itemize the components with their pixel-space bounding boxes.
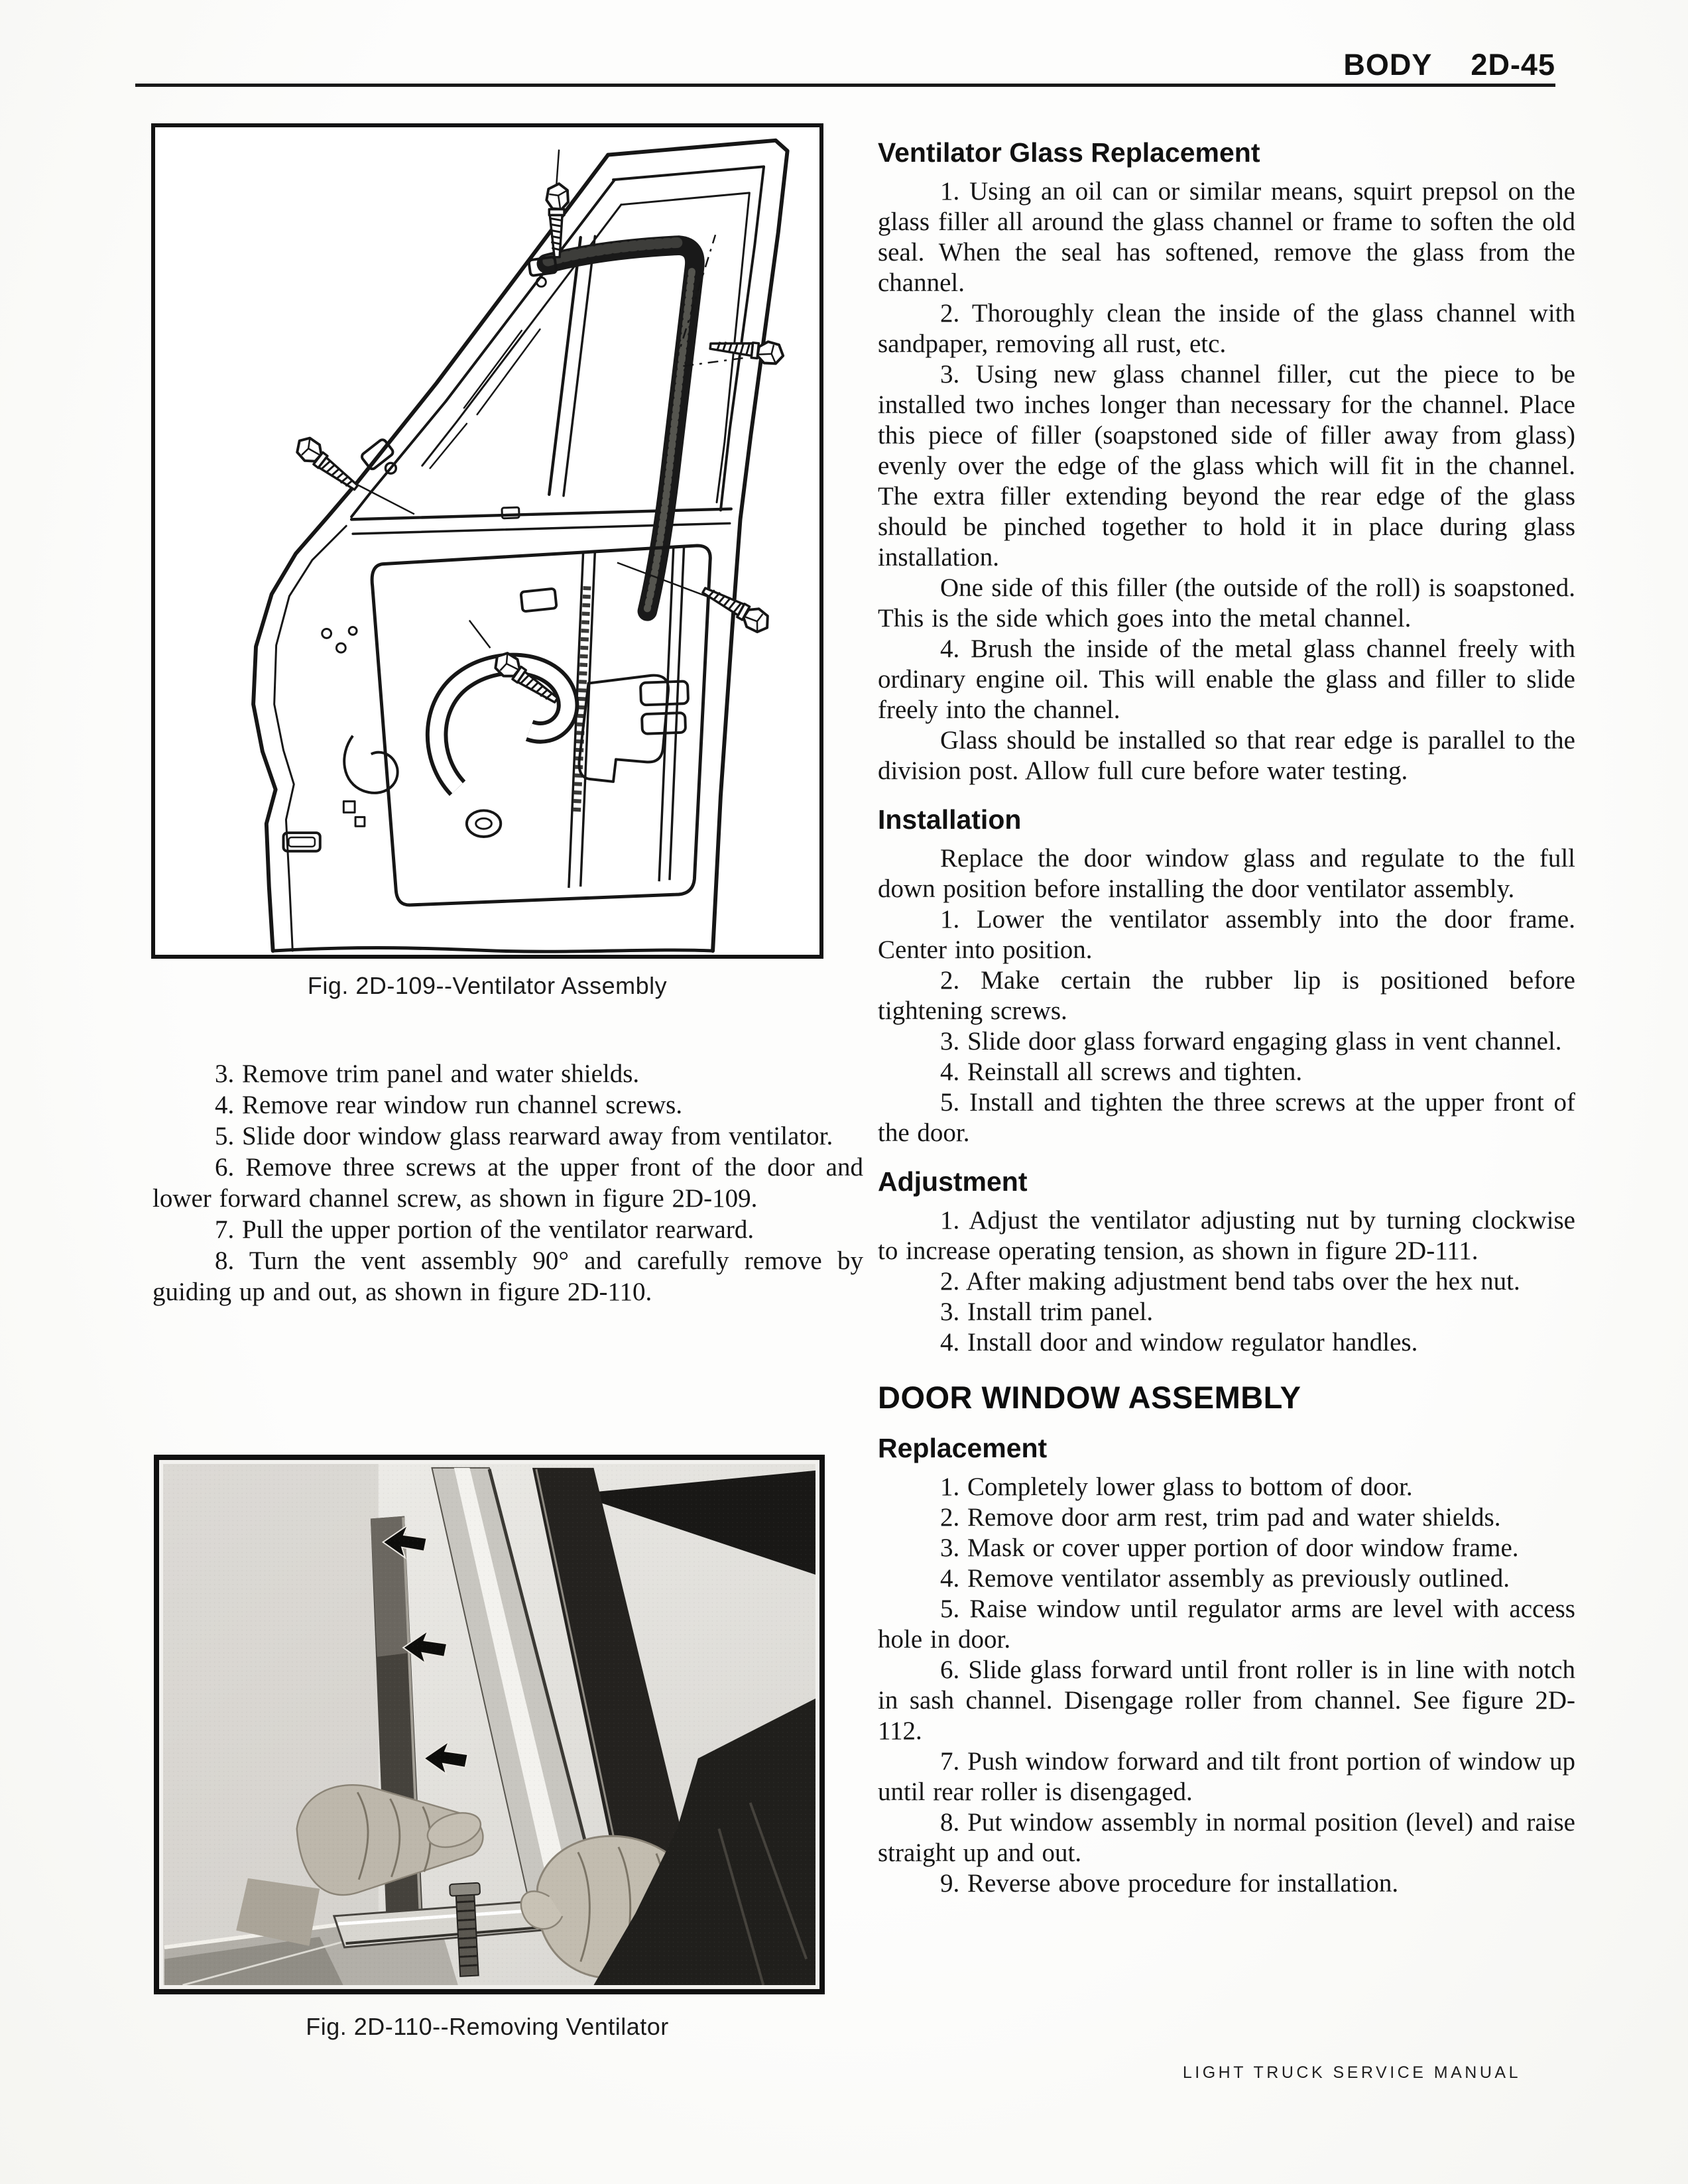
- body-paragraph: 5. Raise window until regulator arms are level with access hole in door.: [878, 1595, 1575, 1654]
- section-heading-ventilator-glass-replacement: Ventilator Glass Replacement: [878, 137, 1260, 168]
- body-paragraph: 6. Slide glass forward until front roller is in line with notch in sash channel. Disengage roller from channel. See figure 2D-112.: [878, 1656, 1575, 1745]
- header-page-number: 2D-45: [1471, 48, 1555, 82]
- section-heading-adjustment: Adjustment: [878, 1166, 1028, 1197]
- ventilator-assembly-illustration: [155, 127, 819, 955]
- figure-2d-109-caption: Fig. 2D-109--Ventilator Assembly: [307, 972, 668, 999]
- step-paragraph: 4. Remove rear window run channel screws.: [215, 1091, 683, 1119]
- figure-2d-109-box: [151, 123, 823, 959]
- body-paragraph: 2. Thoroughly clean the inside of the glass channel with sandpaper, removing all rust, etc.: [878, 299, 1575, 358]
- body-paragraph: 9. Reverse above procedure for installation.: [940, 1869, 1399, 1898]
- step-paragraph: 8. Turn the vent assembly 90° and carefully remove by guiding up and out, as shown in figure 2D-110.: [152, 1246, 863, 1306]
- body-paragraph: 5. Install and tighten the three screws at the upper front of the door.: [878, 1088, 1575, 1147]
- section-heading-door-window-assembly: DOOR WINDOW ASSEMBLY: [878, 1380, 1301, 1415]
- body-paragraph: 8. Put window assembly in normal position (level) and raise straight up and out.: [878, 1808, 1575, 1867]
- photo-grain: [163, 1464, 815, 1985]
- body-paragraph: 1. Lower the ventilator assembly into the door frame. Center into position.: [878, 905, 1575, 964]
- footer-manual-name: LIGHT TRUCK SERVICE MANUAL: [1182, 2063, 1521, 2082]
- body-paragraph: 4. Remove ventilator assembly as previously outlined.: [940, 1564, 1510, 1593]
- body-paragraph: 3. Install trim panel.: [940, 1298, 1154, 1326]
- body-paragraph: 2. Make certain the rubber lip is positioned before tightening screws.: [878, 966, 1575, 1025]
- body-paragraph: 4. Install door and window regulator handles.: [940, 1328, 1418, 1357]
- figure-2d-110-box: [154, 1455, 825, 1994]
- body-paragraph: One side of this filler (the outside of the roll) is soapstoned. This is the side which goes into the metal channel.: [878, 574, 1575, 633]
- body-paragraph: 1. Using an oil can or similar means, squirt prepsol on the glass filler all around the glass channel or frame to soften the old seal. When the seal has softened, remove the glass from the channel.: [878, 177, 1575, 297]
- header-rule: [135, 84, 1555, 87]
- body-paragraph: 3. Slide door glass forward engaging glass in vent channel.: [940, 1027, 1562, 1056]
- body-paragraph: 1. Adjust the ventilator adjusting nut by turning clockwise to increase operating tension, as shown in figure 2D-111.: [878, 1206, 1575, 1265]
- body-paragraph: 1. Completely lower glass to bottom of door.: [940, 1473, 1413, 1501]
- section-heading-replacement: Replacement: [878, 1433, 1048, 1463]
- step-paragraph: 3. Remove trim panel and water shields.: [215, 1060, 640, 1088]
- body-paragraph: Replace the door window glass and regulate to the full down position before installing the door ventilator assembly.: [878, 844, 1575, 903]
- body-paragraph: 7. Push window forward and tilt front portion of window up until rear roller is disengaged.: [878, 1747, 1575, 1806]
- figure-2d-110-caption: Fig. 2D-110--Removing Ventilator: [306, 2013, 669, 2040]
- body-paragraph: 3. Mask or cover upper portion of door window frame.: [940, 1534, 1519, 1562]
- body-paragraph: Glass should be installed so that rear edge is parallel to the division post. Allow full cure before water testing.: [878, 726, 1575, 785]
- body-paragraph: 4. Reinstall all screws and tighten.: [940, 1058, 1303, 1086]
- body-paragraph: 4. Brush the inside of the metal glass channel freely with ordinary engine oil. This will enable the glass and filler to slide freely into the channel.: [878, 635, 1575, 724]
- screw-icon-right-upper: [709, 335, 784, 365]
- header-section-title: BODY: [1343, 48, 1433, 82]
- screw-icon-left: [292, 434, 363, 496]
- body-paragraph: 2. Remove door arm rest, trim pad and water shields.: [940, 1503, 1501, 1532]
- removing-ventilator-photo: [163, 1464, 815, 1985]
- body-paragraph: 2. After making adjustment bend tabs over the hex nut.: [940, 1267, 1520, 1296]
- step-paragraph: 5. Slide door window glass rearward away from ventilator.: [215, 1122, 833, 1150]
- step-paragraph: 6. Remove three screws at the upper front of the door and lower forward channel screw, as shown in figure 2D-109.: [152, 1153, 863, 1213]
- step-paragraph: 7. Pull the upper portion of the ventilator rearward.: [215, 1215, 754, 1244]
- removal-steps: [152, 1058, 863, 1307]
- right-column: [878, 137, 1575, 1899]
- section-heading-installation: Installation: [878, 804, 1022, 835]
- page-header: [1343, 48, 1555, 82]
- body-paragraph: 3. Using new glass channel filler, cut the piece to be installed two inches longer than necessary for the channel. Place this piece of filler (soapstoned side of filler away from glass) evenly over the edge of the glass which will fit in the channel. The extra filler extending beyond the rear edge of the glass should be pinched together to hold it in place during glass installation.: [878, 360, 1575, 572]
